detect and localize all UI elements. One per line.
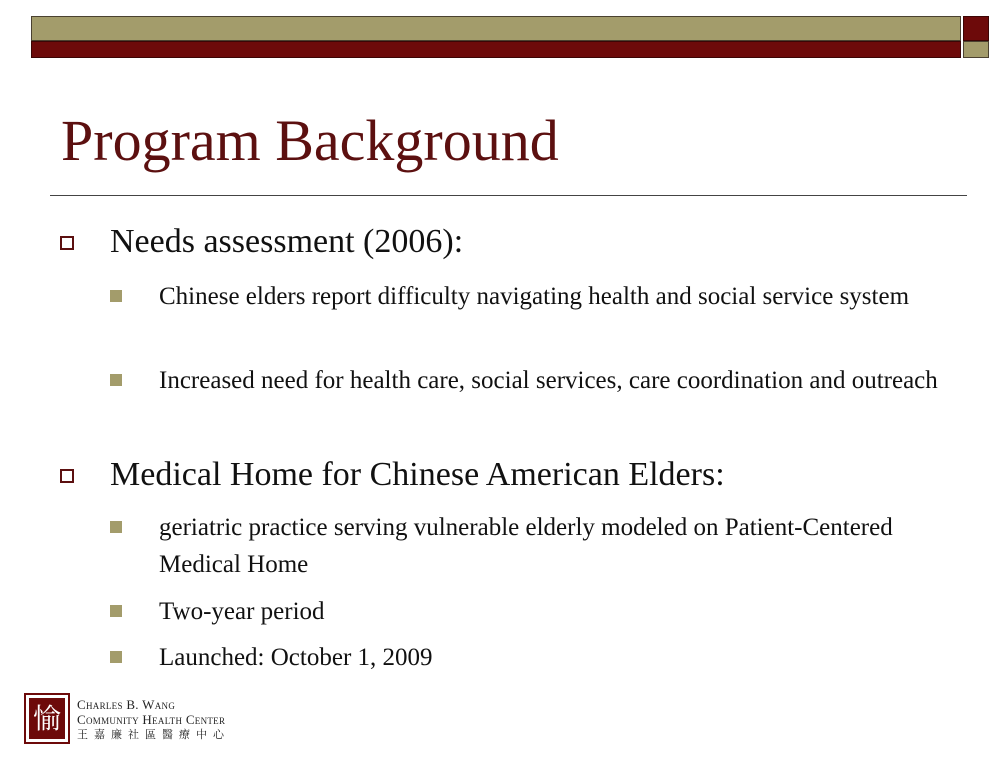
- logo-name-line2: Community Health Center: [77, 712, 226, 727]
- slide-title: Program Background: [61, 108, 559, 173]
- section-heading-text: Medical Home for Chinese American Elders:: [110, 456, 725, 493]
- square-bullet-icon: [110, 605, 122, 617]
- list-item-text: Launched: October 1, 2009: [159, 644, 433, 671]
- organization-logo: [24, 693, 249, 748]
- list-item-text: Two-year period: [159, 598, 325, 625]
- list-item-text: Chinese elders report difficulty navigating health and social service system: [159, 283, 910, 310]
- section-heading-text: Needs assessment (2006):: [110, 223, 464, 260]
- square-bullet-icon: [110, 374, 122, 386]
- hollow-square-bullet-icon: [60, 469, 74, 483]
- seal-icon: 愉: [24, 693, 70, 744]
- logo-name-line1: Charles B. Wang: [77, 697, 176, 712]
- list-item-text: geriatric practice serving vulnerable elderly modeled on Patient-Centered Medical Home: [159, 514, 893, 578]
- square-bullet-icon: [110, 651, 122, 663]
- list-item-text: Increased need for health care, social services, care coordination and outreach: [159, 367, 938, 394]
- square-bullet-icon: [110, 521, 122, 533]
- hollow-square-bullet-icon: [60, 236, 74, 250]
- square-bullet-icon: [110, 290, 122, 302]
- logo-chinese-name: 王嘉廉社區醫療中心: [77, 728, 230, 741]
